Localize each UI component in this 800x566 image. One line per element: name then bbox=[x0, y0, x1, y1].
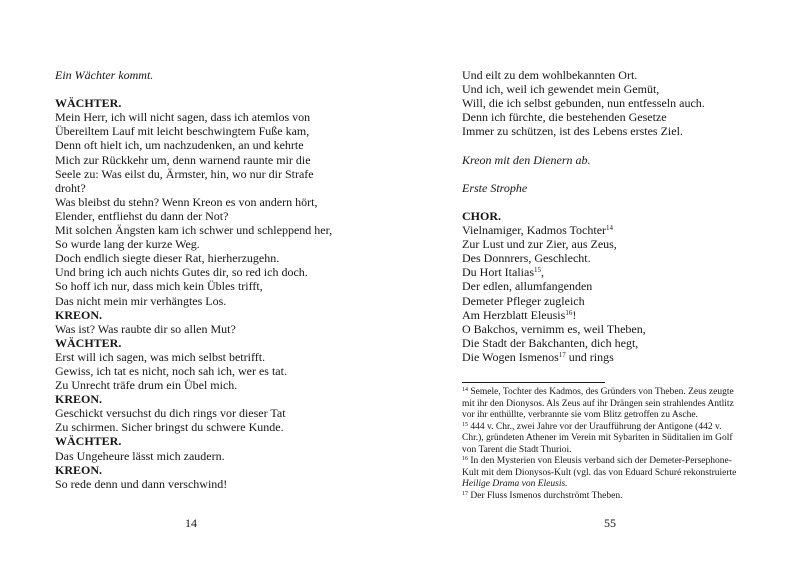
stage-direction: Ein Wächter kommt. bbox=[55, 68, 154, 82]
verse-line: Die Stadt der Bakchanten, dich hegt, bbox=[462, 335, 639, 350]
speaker-name: WÄCHTER. bbox=[55, 335, 122, 350]
stage-direction: Erste Strophe bbox=[462, 180, 528, 195]
verse-line: Was ist? Was raubte dir so allen Mut? bbox=[55, 321, 236, 336]
verse-line: Und ich, weil ich gewendet mein Gemüt, bbox=[462, 82, 660, 97]
footnote-reference: 14 bbox=[606, 224, 614, 233]
speaker-name: KREON. bbox=[55, 307, 103, 322]
blank-line bbox=[462, 167, 797, 181]
verse-line: Vielnamiger, Kadmos Tochter$^{14}$ bbox=[462, 223, 614, 238]
verse-line: Mit solchen Ängsten kam ich schwer und schleppend her, bbox=[55, 223, 333, 238]
verse-line: Übereiltem Lauf mit leicht beschwingtem Fuße kam, bbox=[55, 124, 310, 139]
footnote-line: vor ihr enthüllte, verbrannte sie vom Blitz getroffen zu Asche. bbox=[462, 410, 698, 420]
verse-line: Mein Herr, ich will nicht sagen, dass ich atemlos von bbox=[55, 110, 311, 125]
speaker-name: WÄCHTER. bbox=[55, 434, 122, 449]
verse-line: O Bakchos, vernimm es, weil Theben, bbox=[462, 321, 646, 336]
blank-line bbox=[55, 82, 400, 96]
verse-line: Das nicht mein mir verhängtes Los. bbox=[55, 293, 227, 308]
verse-line: Gewiss, ich tat es nicht, noch sah ich, wer es tat. bbox=[55, 363, 287, 378]
verse-line: Zur Lust und zur Zier, aus Zeus, bbox=[462, 237, 617, 252]
footnote-number: 16 bbox=[462, 456, 468, 462]
verse-line: Des Donnrers, Geschlecht. bbox=[462, 251, 591, 266]
right-page-text-column bbox=[462, 68, 797, 364]
footnote-line: $^{17}$ Der Fluss Ismenos durchströmt Theben. bbox=[462, 490, 623, 501]
page-number-left: 14 bbox=[185, 516, 197, 530]
page-number-right: 55 bbox=[604, 516, 616, 530]
footnote-reference: 16 bbox=[565, 308, 573, 317]
footnote-line: von Tarent die Stadt Thurioi. bbox=[462, 444, 572, 455]
verse-line: Der edlen, allumfangenden bbox=[462, 279, 593, 294]
verse-line: Das Ungeheure lässt mich zaudern. bbox=[55, 448, 225, 463]
verse-line: Zu schirmen. Sicher bringst du schwere Kunde. bbox=[55, 420, 284, 435]
verse-line: Und eilt zu dem wohlbekannten Ort. bbox=[462, 68, 638, 82]
verse-line: Denn oft hielt ich, um nachzudenken, an und kehrte bbox=[55, 138, 304, 153]
verse-line: Und bring ich auch nichts Gutes dir, so red ich doch. bbox=[55, 265, 308, 280]
speaker-name: KREON. bbox=[55, 392, 103, 407]
footnote-number: 14 bbox=[462, 387, 468, 393]
verse-line: Die Wogen Ismenos$^{17}$ und rings bbox=[462, 349, 614, 364]
verse-line: Du Hort Italias$^{15}$, bbox=[462, 265, 544, 280]
blank-line bbox=[462, 138, 797, 152]
verse-line: Will, die ich selbst gebunden, nun entfesseln auch. bbox=[462, 96, 705, 111]
stage-direction: Kreon mit den Dienern ab. bbox=[462, 152, 591, 167]
blank-line bbox=[462, 195, 797, 209]
footnote-number: 17 bbox=[462, 490, 468, 497]
verse-line: Seele zu: Was eilst du, Ärmster, hin, wo nur dir Strafe bbox=[55, 166, 314, 181]
footnotes-block bbox=[462, 382, 762, 502]
footnote-line: Kult mit dem Dionysos-Kult (vgl. das von Eduard Schuré rekonstruierte bbox=[462, 467, 737, 478]
footnote-line: mit ihr den Dionysos. Als Zeus auf ihr Drängen sein strahlendes Antlitz bbox=[462, 398, 734, 409]
verse-line: Elender, entfliehst du dann der Not? bbox=[55, 208, 229, 223]
verse-line: Immer zu schützen, ist des Lebens erstes Ziel. bbox=[462, 124, 683, 139]
footnote-line: $^{15}$ 444 v. Chr., zwei Jahre vor der Uraufführung der Antigone (442 v. bbox=[462, 421, 722, 432]
footnote-line: $^{16}$ In den Mysterien von Eleusis verband sich der Demeter-Persephone- bbox=[462, 456, 732, 466]
speaker-name: WÄCHTER. bbox=[55, 96, 122, 111]
verse-line: So hoff ich nur, dass mich kein Übles trifft, bbox=[55, 279, 263, 294]
verse-line: Geschickt versuchst du dich rings vor dieser Tat bbox=[55, 406, 286, 421]
footnote-separator-rule bbox=[462, 382, 605, 383]
verse-line: Was bleibst du stehn? Wenn Kreon es von andern hört, bbox=[55, 194, 318, 209]
verse-line: droht? bbox=[55, 180, 86, 195]
footnote-lines bbox=[462, 387, 762, 502]
verse-line: Erst will ich sagen, was mich selbst betrifft. bbox=[55, 349, 266, 364]
verse-line: Doch endlich siegte dieser Rat, hierherzugehn. bbox=[55, 251, 280, 266]
footnote-line: Chr.), gründeten Athener im Verein mit Sybariten in Süditalien im Golf bbox=[462, 433, 733, 443]
verse-line: Demeter Pfleger zugleich bbox=[462, 293, 585, 308]
footnote-line: Heilige Drama von Eleusis. bbox=[462, 479, 568, 489]
left-page-text-column bbox=[55, 68, 400, 491]
verse-line: Zu Unrecht träfe drum ein Übel mich. bbox=[55, 378, 238, 393]
speaker-name: KREON. bbox=[55, 462, 103, 477]
footnote-reference: 17 bbox=[558, 350, 566, 359]
verse-line: Mich zur Rückkehr um, denn warnend raunte mir die bbox=[55, 152, 311, 167]
footnote-line: $^{14}$ Semele, Tochter des Kadmos, des Gründers von Theben. Zeus zeugte bbox=[462, 387, 734, 397]
footnote-number: 15 bbox=[462, 421, 468, 428]
speaker-name: CHOR. bbox=[462, 208, 501, 223]
verse-line: Denn ich fürchte, die bestehenden Gesetze bbox=[462, 110, 667, 125]
verse-line: Am Herzblatt Eleusis$^{16}$! bbox=[462, 307, 577, 322]
verse-line: So rede denn und dann verschwind! bbox=[55, 476, 228, 491]
footnote-reference: 15 bbox=[533, 266, 541, 275]
verse-line: So wurde lang der kurze Weg. bbox=[55, 237, 200, 252]
